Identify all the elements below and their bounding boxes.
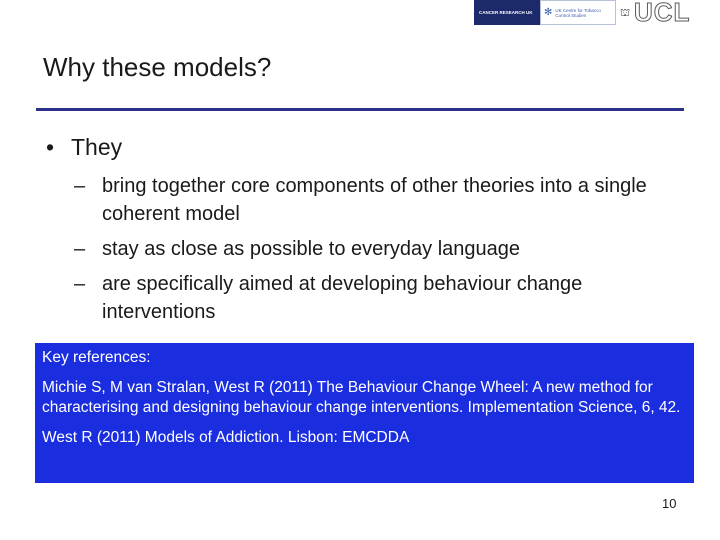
- cruk-logo: [474, 0, 540, 25]
- main-bullet: [46, 134, 122, 161]
- tobacco-logo-text: UK Centre for Tobacco Control Studies: [555, 7, 601, 18]
- dash-icon: –: [74, 175, 86, 197]
- reference-item: Michie S, M van Stralan, West R (2011) The Behaviour Change Wheel: A new method for characterising and designing behaviour change interventions. Implementation Science, 6, 42.: [42, 378, 681, 416]
- list-item: [74, 270, 694, 326]
- sub-bullet-text: bring together core components of other theories into a single coherent model: [102, 175, 647, 225]
- ucl-logo-text: UCL: [634, 0, 691, 27]
- dash-icon: –: [74, 273, 86, 295]
- sub-bullet-text: are specifically aimed at developing behaviour change interventions: [102, 273, 583, 323]
- crest-icon: ⛫: [620, 6, 631, 19]
- header-logos: [474, 0, 690, 25]
- reference-item: West R (2011) Models of Addiction. Lisbon: EMCDDA: [42, 428, 410, 446]
- references-heading: Key references:: [42, 349, 151, 366]
- title-divider: [36, 108, 684, 111]
- key-references-box: [35, 343, 694, 483]
- snowflake-icon: ✻: [544, 6, 553, 18]
- tobacco-control-logo: [540, 0, 616, 25]
- ucl-logo: [620, 0, 690, 25]
- sub-bullet-list: [74, 172, 694, 333]
- list-item: [74, 172, 694, 228]
- main-bullet-text: They: [71, 134, 123, 160]
- list-item: [74, 235, 694, 263]
- dash-icon: –: [74, 238, 86, 260]
- page-number: 10: [662, 496, 677, 511]
- bullet-icon: •: [46, 134, 55, 160]
- cruk-logo-text: CANCER RESEARCH UK: [479, 10, 533, 15]
- sub-bullet-text: stay as close as possible to everyday language: [102, 238, 521, 260]
- slide-title: Why these models?: [43, 52, 272, 82]
